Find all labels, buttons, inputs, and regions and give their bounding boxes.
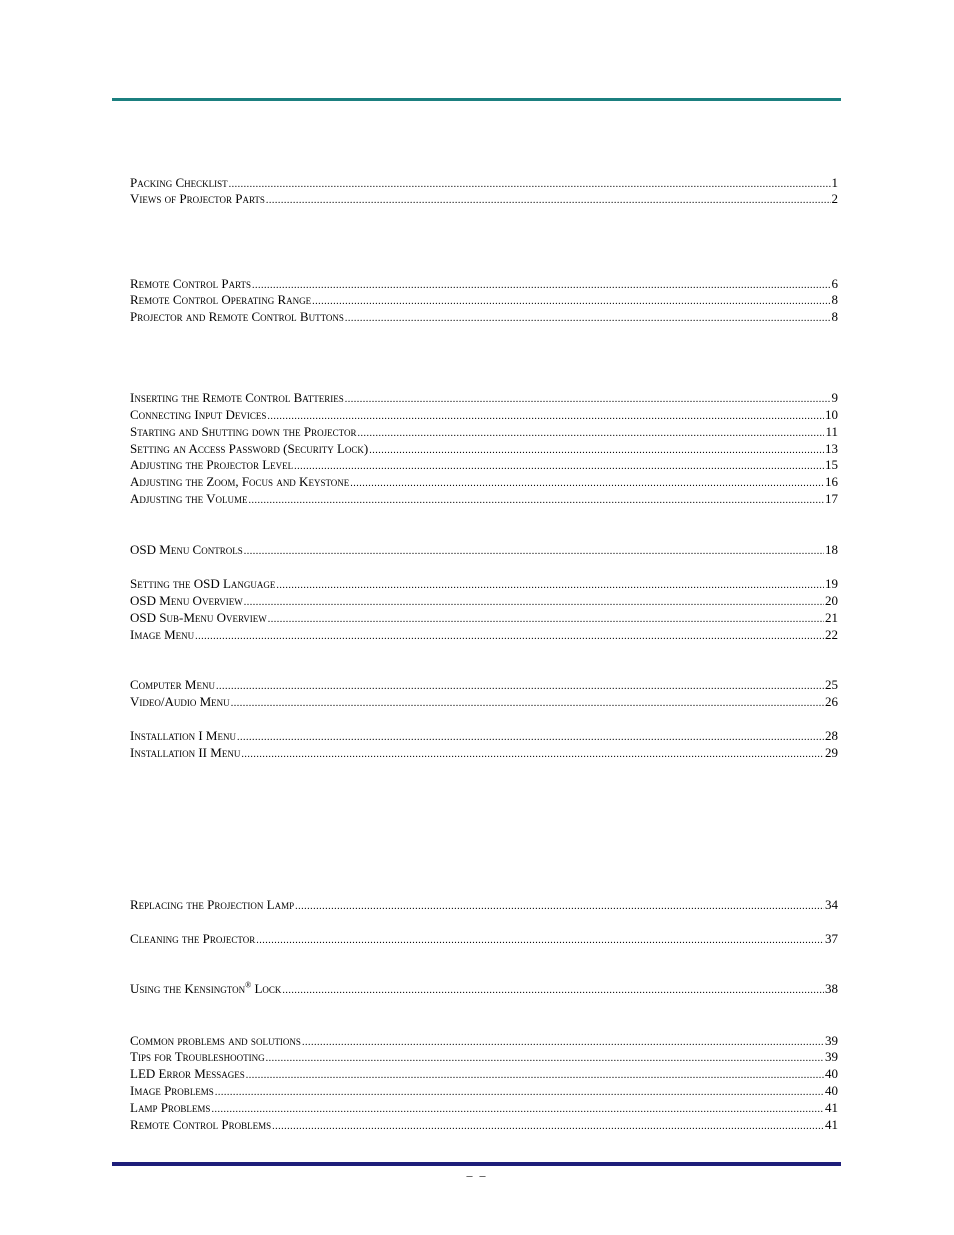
toc-entry-title: Tips for Troubleshooting	[130, 1049, 265, 1064]
toc-entry[interactable]	[130, 676, 838, 693]
toc-entry[interactable]	[130, 291, 838, 308]
toc-entry-title: Projector and Remote Control Buttons	[130, 309, 344, 324]
toc-entry[interactable]	[130, 456, 838, 473]
toc-entry-title: OSD Menu Overview	[130, 593, 243, 608]
toc-entry-page: 41	[825, 1117, 838, 1132]
toc-entry-title: Common problems and solutions	[130, 1033, 301, 1048]
toc-entry-page: 26	[825, 694, 838, 709]
toc-entry-page: 40	[825, 1066, 838, 1081]
footer-rule	[112, 1162, 841, 1166]
toc-entry-page: 9	[831, 390, 838, 405]
toc-entry-title: Inserting the Remote Control Batteries	[130, 390, 344, 405]
toc-entry-page: 16	[825, 474, 838, 489]
toc-entry-title: Setting the OSD Language	[130, 576, 276, 591]
toc-entry[interactable]	[130, 626, 838, 643]
toc-entry-page: 34	[825, 897, 838, 912]
toc-entry[interactable]	[130, 440, 838, 457]
toc-entry[interactable]	[130, 1099, 838, 1116]
dot-leader	[272, 1118, 824, 1135]
toc-entry[interactable]	[130, 423, 838, 440]
toc-entry-title	[130, 980, 281, 997]
registered-mark: ®	[245, 980, 252, 990]
dot-leader	[256, 932, 824, 949]
toc-entry[interactable]	[130, 1082, 838, 1099]
dot-leader	[345, 310, 831, 327]
toc-entry-page: 39	[825, 1033, 838, 1048]
toc-entry-page: 20	[825, 593, 838, 608]
toc-entry[interactable]	[130, 190, 838, 207]
toc-entry-title: Video/Audio Menu	[130, 694, 230, 709]
toc-entry-title: Views of Projector Parts	[130, 191, 265, 206]
toc-entry-page: 8	[831, 292, 838, 307]
toc-entry-page: 19	[825, 576, 838, 591]
toc-entry-title: OSD Menu Controls	[130, 542, 243, 557]
toc-entry-page: 21	[825, 610, 838, 625]
toc-entry-title: OSD Sub-Menu Overview	[130, 610, 267, 625]
toc-entry[interactable]	[130, 693, 838, 710]
toc-entry-title: Remote Control Operating Range	[130, 292, 312, 307]
toc-entry-title: LED Error Messages	[130, 1066, 245, 1081]
toc-entry-title: Adjusting the Zoom, Focus and Keystone	[130, 474, 350, 489]
toc-entry[interactable]	[130, 389, 838, 406]
toc-entry[interactable]	[130, 1065, 838, 1082]
toc-entry-page: 28	[825, 728, 838, 743]
toc-entry[interactable]	[130, 490, 838, 507]
toc-entry[interactable]	[130, 1116, 838, 1133]
toc-entry-title: Connecting Input Devices	[130, 407, 267, 422]
toc-entry[interactable]	[130, 744, 838, 761]
toc-entry-page: 10	[825, 407, 838, 422]
toc-entry-page: 37	[825, 931, 838, 946]
toc-entry-page: 25	[825, 677, 838, 692]
toc-entry[interactable]	[130, 980, 838, 997]
toc-entry-page: 22	[825, 627, 838, 642]
toc-entry[interactable]	[130, 575, 838, 592]
toc-entry-page: 29	[825, 745, 838, 760]
toc-entry-page: 13	[825, 441, 838, 456]
toc-entry-title: Adjusting the Projector Level	[130, 457, 294, 472]
dot-leader	[266, 192, 831, 209]
toc-entry[interactable]	[130, 592, 838, 609]
toc-entry-title-text: Using the Kensington	[130, 981, 246, 996]
toc-entry[interactable]	[130, 1032, 838, 1049]
toc-entry-page: 2	[831, 191, 838, 206]
toc-entry-title: Replacing the Projection Lamp	[130, 897, 295, 912]
page-number-marker: – –	[466, 1168, 488, 1182]
toc-entry[interactable]	[130, 308, 838, 325]
toc-entry-page: 38	[825, 981, 838, 996]
toc-entry[interactable]	[130, 609, 838, 626]
toc-entry-page: 8	[831, 309, 838, 324]
toc-entry-title: Packing Checklist	[130, 175, 228, 190]
toc-entry[interactable]	[130, 896, 838, 913]
toc-entry-title: Image Problems	[130, 1083, 214, 1098]
dot-leader	[282, 982, 824, 999]
toc-entry-page: 6	[831, 276, 838, 291]
toc-entry-page: 17	[825, 491, 838, 506]
dot-leader	[244, 543, 824, 560]
dot-leader	[195, 628, 824, 645]
toc-entry-title: Image Menu	[130, 627, 195, 642]
toc-entry[interactable]	[130, 275, 838, 292]
header-rule	[112, 98, 841, 101]
dot-leader	[241, 746, 824, 763]
toc-entry-title: Lamp Problems	[130, 1100, 211, 1115]
toc-entry[interactable]	[130, 174, 838, 191]
toc-entry-title: Installation I Menu	[130, 728, 236, 743]
toc-entry[interactable]	[130, 1048, 838, 1065]
toc-entry[interactable]	[130, 930, 838, 947]
toc-entry-title: Adjusting the Volume	[130, 491, 248, 506]
toc-entry-title: Cleaning the Projector	[130, 931, 256, 946]
toc-entry-page: 41	[825, 1100, 838, 1115]
dot-leader	[231, 695, 824, 712]
toc-entry-title: Starting and Shutting down the Projector	[130, 424, 357, 439]
toc-entry-title: Remote Control Parts	[130, 276, 252, 291]
dot-leader	[295, 898, 824, 915]
toc-entry-title: Installation II Menu	[130, 745, 241, 760]
toc-entry-title-suffix: Lock	[251, 981, 282, 996]
toc-entry-page: 15	[825, 457, 838, 472]
toc-entry-page: 40	[825, 1083, 838, 1098]
toc-entry[interactable]	[130, 541, 838, 558]
toc-entry-page: 39	[825, 1049, 838, 1064]
toc-entry-page: 1	[831, 175, 838, 190]
toc-entry-title: Remote Control Problems	[130, 1117, 272, 1132]
dot-leader	[249, 492, 824, 509]
toc-entry[interactable]	[130, 473, 838, 490]
toc-entry-page: 18	[825, 542, 838, 557]
toc-entry[interactable]	[130, 727, 838, 744]
toc-entry-title: Setting an Access Password (Security Lock)	[130, 441, 369, 456]
toc-entry-title: Computer Menu	[130, 677, 215, 692]
toc-entry-page: 11	[825, 424, 838, 439]
toc-entry[interactable]	[130, 406, 838, 423]
